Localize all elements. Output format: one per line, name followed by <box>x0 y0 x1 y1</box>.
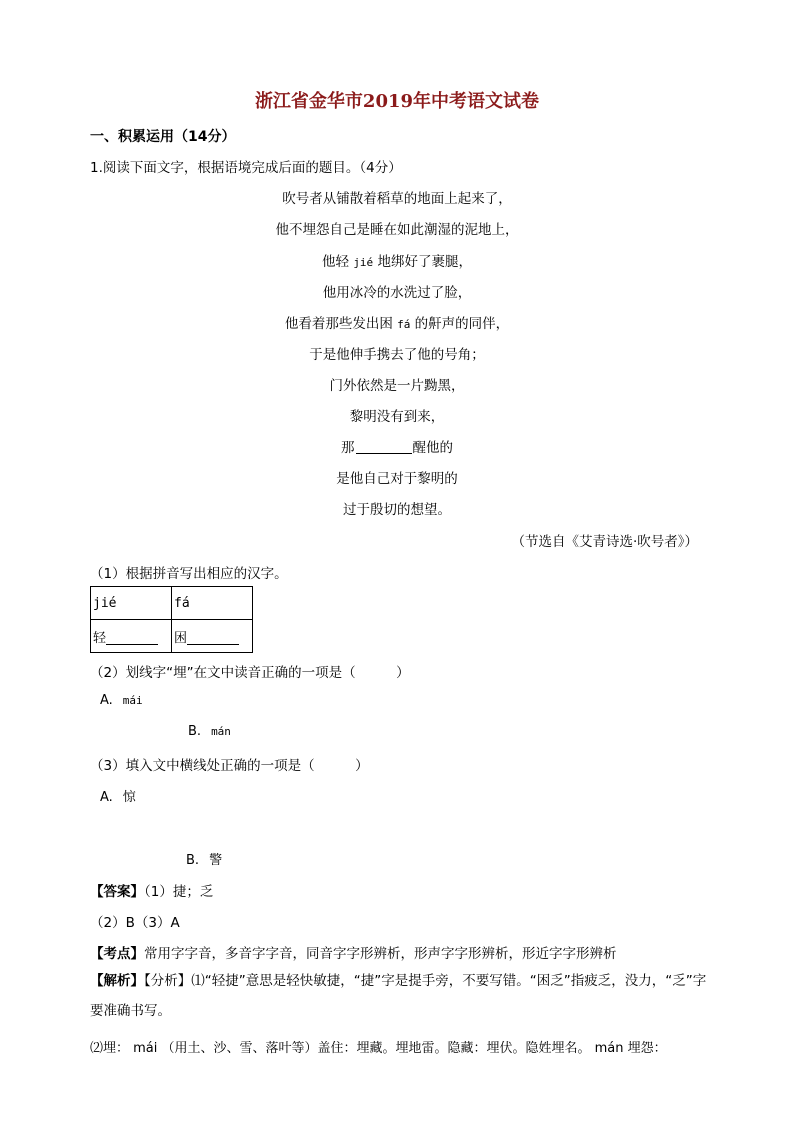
answer-line-2: （2）B（3）A <box>90 915 180 931</box>
poem-line <box>0 436 794 456</box>
option-text: 惊 <box>122 790 136 805</box>
option-b[interactable] <box>186 849 222 868</box>
sub-question-3: （3）填入文中横线处正确的一项是（ ） <box>90 758 369 774</box>
kaodian-text: 常用字字音，多音字字音，同音字字形辨析，形声字字形辨析，形近字字形辨析 <box>144 946 617 962</box>
sub-question-2: （2）划线字“埋”在文中读音正确的一项是（ ） <box>90 665 410 681</box>
pinyin-jie: jié <box>353 256 374 269</box>
pinyin-fa: fá <box>397 318 411 331</box>
option-text: mái <box>122 694 143 707</box>
poem-line: 黎明没有到来， <box>349 409 445 425</box>
option-letter: B. <box>188 724 202 739</box>
poem-line <box>0 312 794 332</box>
question-prompt: 1.阅读下面文字，根据语境完成后面的题目。（4分） <box>90 160 402 176</box>
jiexi-paragraph <box>90 966 710 1026</box>
poem-text: 那 <box>341 440 355 456</box>
option-a[interactable] <box>100 786 136 805</box>
poem-line: 吹号者从铺散着稻草的地面上起来了， <box>282 191 512 207</box>
poem-text: 他轻 <box>322 254 354 270</box>
answer-label: 【答案】 <box>90 884 144 900</box>
poem-text: 地绑好了裹腿， <box>373 254 472 270</box>
table-header-jie: jié <box>91 587 172 620</box>
answer-text: （1）捷；乏 <box>144 884 214 900</box>
page-title: 浙江省金华市2019年中考语文试卷 <box>254 91 540 112</box>
fill-blank[interactable] <box>356 439 412 454</box>
poem-line: 他不埋怨自己是睡在如此潮湿的泥地上， <box>275 222 519 238</box>
table-cell[interactable] <box>172 620 253 653</box>
table-cell[interactable] <box>91 620 172 653</box>
poem-line: 门外依然是一片黝黑， <box>329 378 465 394</box>
poem-text: 醒他的 <box>412 440 453 456</box>
poem-source: （节选自《艾青诗选·吹号者》） <box>511 534 698 550</box>
table-char: 轻 <box>93 630 107 646</box>
option-letter: B. <box>186 853 200 868</box>
poem-text: 的鼾声的同伴， <box>410 316 510 332</box>
jiexi-text: 【分析】⑴“轻捷”意思是轻快敏捷，“捷”字是提手旁，不要写错。“困乏”指疲乏，没力，“乏”字要准确书写。 <box>90 973 707 1019</box>
option-text: 警 <box>209 853 223 868</box>
jiexi-label: 【解析】 <box>90 973 144 989</box>
table-char: 困 <box>174 630 188 646</box>
poem-text: 他看着那些发出困 <box>284 316 398 332</box>
poem-line: 他用冰冷的水洗过了脸， <box>322 285 472 301</box>
answer-blank[interactable] <box>106 631 158 645</box>
option-letter: A. <box>100 790 113 805</box>
answer-line <box>90 880 213 900</box>
poem-line <box>0 250 794 270</box>
section-heading: 一、积累运用（14分） <box>90 129 236 145</box>
kaodian-line <box>90 942 617 962</box>
answer-blank[interactable] <box>187 631 239 645</box>
kaodian-label: 【考点】 <box>90 946 144 962</box>
pinyin-table <box>90 586 253 653</box>
option-b[interactable] <box>188 724 231 739</box>
option-letter: A. <box>100 693 113 708</box>
poem-line: 过于殷切的想望。 <box>343 502 451 518</box>
poem-line: 是他自己对于黎明的 <box>336 471 458 487</box>
sub-question-1: （1）根据拼音写出相应的汉字。 <box>90 566 288 582</box>
jiexi-line-2: ⑵埋： mái （用土、沙、雪、落叶等）盖住：埋藏。埋地雷。隐藏：埋伏。隐姓埋名。 mán 埋怨： <box>90 1041 667 1056</box>
option-text: mán <box>211 725 231 738</box>
option-a[interactable] <box>100 693 143 708</box>
table-header-fa: fá <box>172 587 253 620</box>
poem-line: 于是他伸手携去了他的号角； <box>309 347 485 363</box>
